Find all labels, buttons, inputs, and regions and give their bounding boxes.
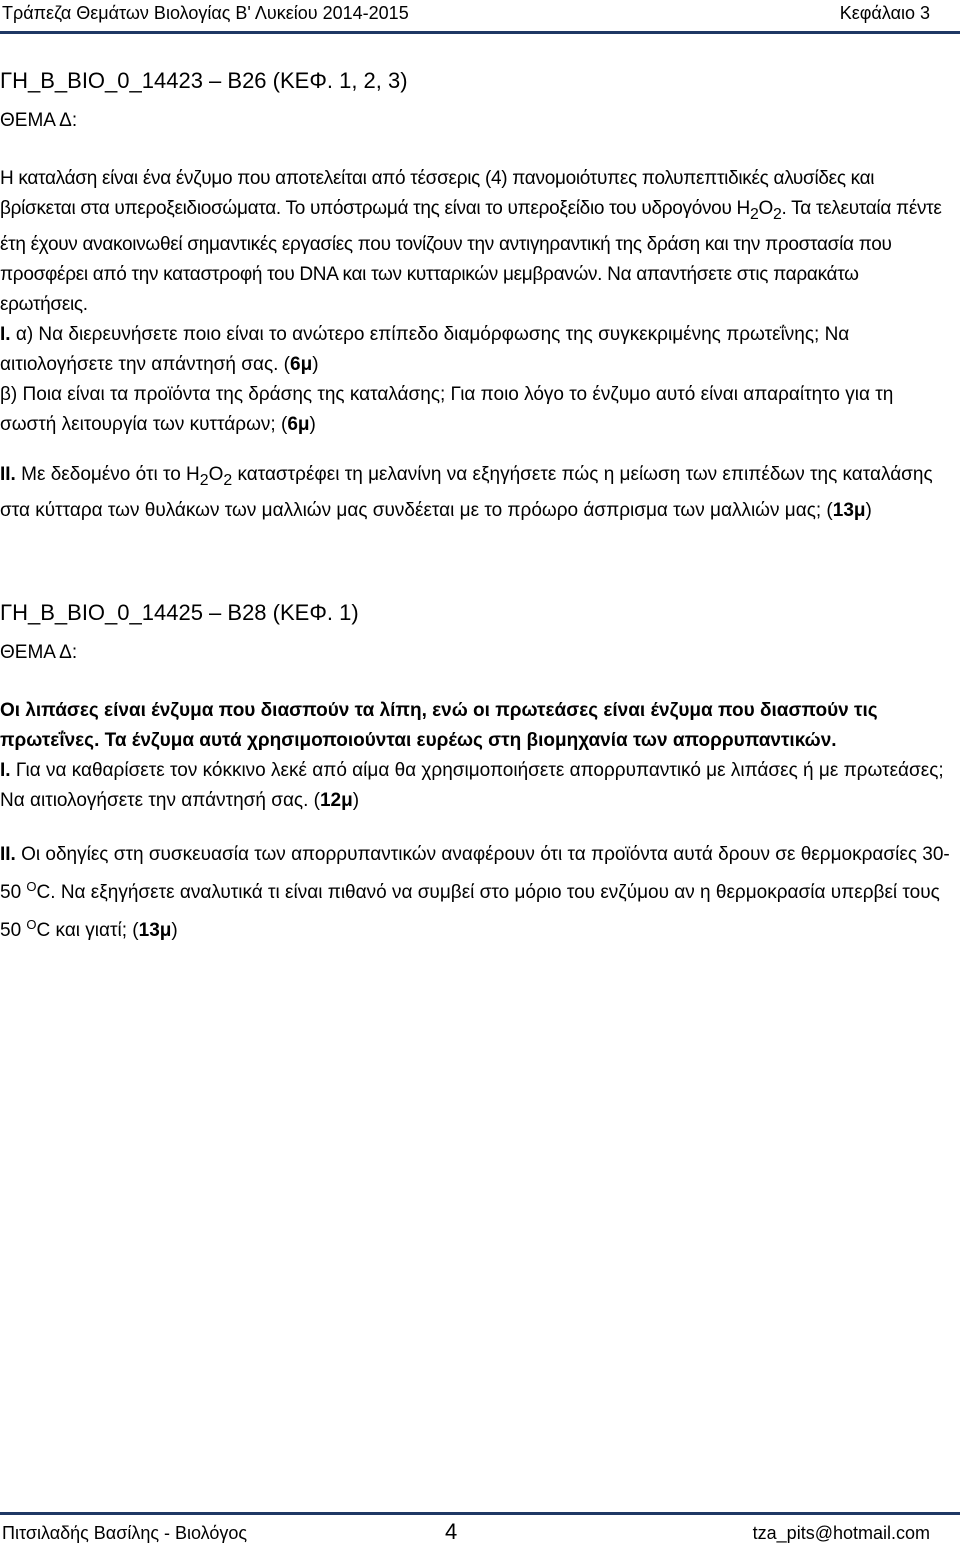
question-intro bbox=[0, 164, 950, 320]
intro-text: . Τα τελευταία πέντε έτη έχουν ανακοινωθεί σημαντικές εργασίες που τονίζουν την αντιγηραντική της δράση και την προστασία που προσφέρει από την καταστροφή του DNA και των κυτταρικών μεμβρανών. Να απαντήσετε στις παρακάτω ερωτήσεις. bbox=[0, 198, 942, 315]
subquestion-ii bbox=[0, 460, 950, 526]
subquestion-ib bbox=[0, 380, 950, 440]
close-paren: ) bbox=[865, 499, 872, 521]
oxygen-symbol: Ο bbox=[758, 198, 773, 219]
subquestion-text: καταστρέφει τη μελανίνη να εξηγήσετε πώς η μείωση των επιπέδων της καταλάσης στα κύτταρα των θυλάκων των μαλλιών μας συνδέεται με το πρόωρο άσπρισμα των μαλλιών μας; ( bbox=[0, 463, 933, 521]
header-title: Τράπεζα Θεμάτων Βιολογίας Β' Λυκείου 2014-2015 bbox=[2, 3, 409, 23]
subquestion-text: β) Ποια είναι τα προϊόντα της δράσης της καταλάσης; Για ποιο λόγο το ένζυμο αυτό είναι απαραίτητο για τη σωστή λειτουργία των κυττάρων; ( bbox=[0, 383, 894, 435]
degree-sign: Ο bbox=[26, 878, 37, 894]
close-paren: ) bbox=[171, 919, 178, 941]
intro-text: Η καταλάση είναι ένα ένζυμο που αποτελείται από τέσσερις (4) πανομοιότυπες πολυπεπτιδικές αλυσίδες και βρίσκεται στα υπεροξειδιοσώματα. Το υπόστρωμά της είναι το υπεροξείδιο του υδρογόνου Η bbox=[0, 168, 875, 219]
subquestion-label: ΙΙ. bbox=[0, 463, 16, 485]
degree-sign: Ο bbox=[26, 916, 37, 932]
header-chapter: Κεφάλαιο 3 bbox=[839, 3, 930, 23]
question-title: ΓΗ_Β_ΒΙΟ_0_14425 – Β28 (ΚΕΦ. 1) bbox=[0, 599, 359, 625]
subquestion-text: Για να καθαρίσετε τον κόκκινο λεκέ από αίμα θα χρησιμοποιήσετε απορρυπαντικό με λιπάσες ή με πρωτεάσες; Να αιτιολογήσετε την απάντησή σας. ( bbox=[0, 759, 944, 811]
subquestion-label: ΙΙ. bbox=[0, 843, 16, 865]
page-header bbox=[0, 0, 960, 34]
page-footer bbox=[0, 1512, 960, 1550]
subquestion-i bbox=[0, 320, 950, 380]
close-paren: ) bbox=[312, 353, 319, 375]
subquestion-i bbox=[0, 756, 950, 816]
subquestion-text: C και γιατί; ( bbox=[36, 919, 139, 941]
subscript: 2 bbox=[199, 471, 209, 489]
marks: 13μ bbox=[832, 499, 866, 521]
footer-email: tza_pits@hotmail.com bbox=[752, 1523, 930, 1543]
close-paren: ) bbox=[352, 789, 360, 811]
subscript: 2 bbox=[223, 471, 233, 489]
theme-label: ΘΕΜΑ Δ: bbox=[0, 110, 78, 131]
subquestion-text: Με δεδομένο ότι το Η bbox=[15, 463, 200, 485]
subscript: 2 bbox=[772, 205, 782, 223]
close-paren: ) bbox=[309, 413, 316, 435]
marks: 13μ bbox=[138, 919, 172, 941]
marks: 6μ bbox=[290, 353, 313, 375]
theme-label: ΘΕΜΑ Δ: bbox=[0, 641, 78, 663]
subquestion-ii bbox=[0, 836, 950, 950]
subquestion-text: C. Να εξηγήσετε αναλυτικά τι είναι πιθανό να συμβεί στο μόριο του ενζύμου αν η θερμοκρασία υπερβεί τους 50 bbox=[0, 881, 940, 941]
page-content bbox=[0, 56, 950, 950]
oxygen-symbol: Ο bbox=[208, 463, 224, 485]
subquestion-label: Ι. bbox=[0, 323, 11, 345]
page-number: 4 bbox=[445, 1519, 458, 1544]
question-title: ΓΗ_Β_ΒΙΟ_0_14423 – Β26 (ΚΕΦ. 1, 2, 3) bbox=[0, 68, 408, 93]
subquestion-label: Ι. bbox=[0, 759, 11, 781]
subquestion-text: Οι οδηγίες στη συσκευασία των απορρυπαντικών αναφέρουν ότι τα προϊόντα αυτά δρουν σε θερμοκρασίες 30-50 bbox=[0, 843, 950, 903]
marks: 12μ bbox=[319, 789, 353, 811]
question-intro: Οι λιπάσες είναι ένζυμα που διασπούν τα λίπη, ενώ οι πρωτεάσες είναι ένζυμα που διασπούν τις πρωτεΐνες. Τα ένζυμα αυτά χρησιμοποιούνται ευρέως στη βιομηχανία των απορρυπαντικών. bbox=[0, 699, 878, 751]
marks: 6μ bbox=[287, 413, 310, 435]
subquestion-text: α) Να διερευνήσετε ποιο είναι το ανώτερο επίπεδο διαμόρφωσης της συγκεκριμένης πρωτεΐνης; Να αιτιολογήσετε την απάντησή σας. ( bbox=[0, 323, 850, 375]
subscript: 2 bbox=[749, 205, 759, 223]
footer-author: Πιτσιλαδής Βασίλης - Βιολόγος bbox=[2, 1523, 248, 1543]
